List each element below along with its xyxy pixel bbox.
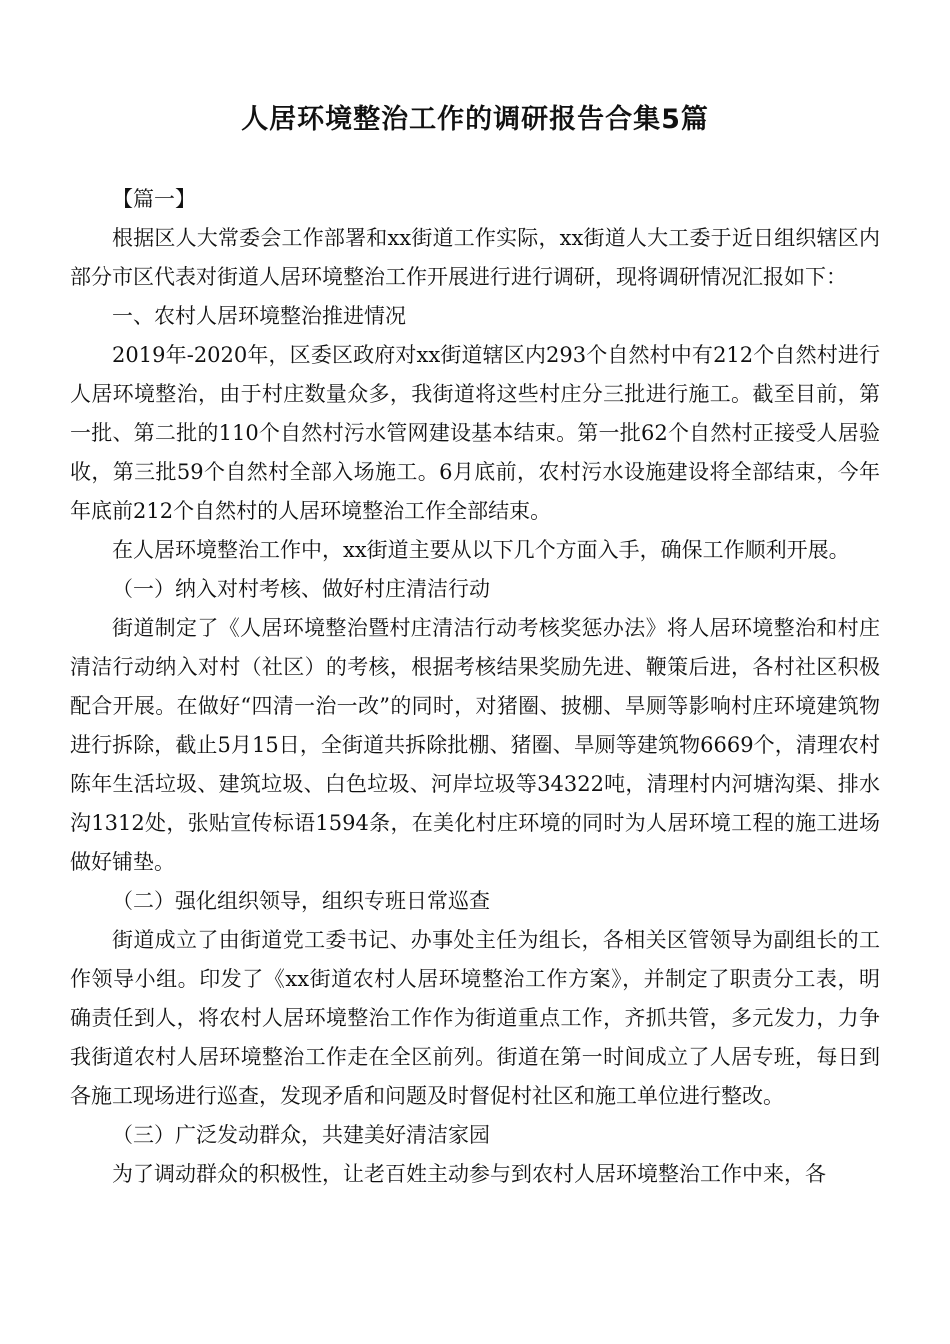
document-title: 人居环境整治工作的调研报告合集5篇	[241, 104, 709, 135]
section-heading-part-one: 【篇一】	[112, 187, 196, 211]
subheading-mobilization: （三）广泛发动群众，共建美好清洁家园	[112, 1123, 490, 1147]
paragraph-leadership: 街道成立了由街道党工委书记、办事处主任为组长，各相关区管领导为副组长的工作领导小组。印发了《xx街道农村人居环境整治工作方案》，并制定了职责分工表，明确责任到人，将农村人居环境整治工作作为街道重点工作，齐抓共管，多元发力，力争我街道农村人居环境整治工作走在全区前列。街道在第一时间成立了人居专班，每日到各施工现场进行巡查，发现矛盾和问题及时督促村社区和施工单位进行整改。	[70, 928, 880, 1108]
paragraph-assessment: 街道制定了《人居环境整治暨村庄清洁行动考核奖惩办法》将人居环境整治和村庄清洁行动纳入对村（社区）的考核，根据考核结果奖励先进、鞭策后进，各村社区积极配合开展。在做好“四清一治一改”的同时，对猪圈、披棚、旱厕等影响村庄环境建筑物进行拆除，截止5月15日，全街道共拆除批棚、猪圈、旱厕等建筑物6669个，清理农村陈年生活垃圾、建筑垃圾、白色垃圾、河岸垃圾等34322吨，清理村内河塘沟渠、排水沟1312处，张贴宣传标语1594条，在美化村庄环境的同时为人居环境工程的施工进场做好铺垫。	[70, 616, 880, 874]
subheading-leadership: （二）强化组织领导，组织专班日常巡查	[112, 889, 490, 913]
document-body	[70, 180, 880, 1194]
paragraph-mobilization: 为了调动群众的积极性，让老百姓主动参与到农村人居环境整治工作中来，各	[112, 1162, 826, 1186]
heading-rural-progress: 一、农村人居环境整治推进情况	[112, 304, 406, 328]
paragraph-progress-details: 2019年-2020年，区委区政府对xx街道辖区内293个自然村中有212个自然村进行人居环境整治，由于村庄数量众多，我街道将这些村庄分三批进行施工。截至目前，第一批、第二批的110个自然村污水管网建设基本结束。第一批62个自然村正接受人居验收，第三批59个自然村全部入场施工。6月底前，农村污水设施建设将全部结束，今年年底前212个自然村的人居环境整治工作全部结束。	[70, 343, 880, 523]
paragraph-approach-intro: 在人居环境整治工作中，xx街道主要从以下几个方面入手，确保工作顺利开展。	[112, 538, 850, 562]
paragraph-intro: 根据区人大常委会工作部署和xx街道工作实际，xx街道人大工委于近日组织辖区内部分市区代表对街道人居环境整治工作开展进行进行调研，现将调研情况汇报如下：	[70, 226, 880, 289]
subheading-assessment: （一）纳入对村考核、做好村庄清洁行动	[112, 577, 490, 601]
